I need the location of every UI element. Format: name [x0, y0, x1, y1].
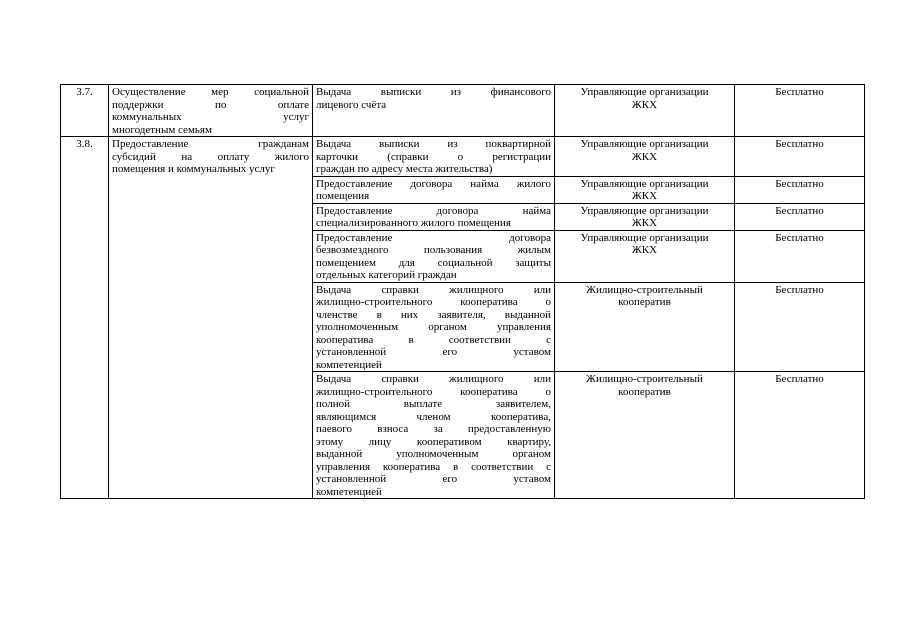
support-measure-line: поддержки по оплате	[112, 98, 309, 111]
service-line: Выдача выписки из поквартирной	[316, 138, 551, 150]
price-cell: Бесплатно	[735, 85, 865, 137]
service-line: жилищно-строительного кооператива о	[316, 296, 551, 308]
organization-line: Управляющие организации	[580, 177, 709, 190]
organization-line: ЖКХ	[631, 217, 658, 229]
service-line: Предоставление договора найма жилого	[316, 177, 551, 190]
table-row	[61, 137, 865, 177]
service-cell	[313, 203, 555, 230]
service-line: являющимся членом кооператива,	[316, 410, 551, 423]
service-cell	[313, 372, 555, 499]
service-line: Выдача справки жилищного или	[316, 373, 551, 385]
service-cell	[313, 85, 555, 137]
organization-cell	[555, 203, 735, 230]
organization-cell	[555, 372, 735, 499]
table-row	[61, 85, 865, 137]
service-line: Предоставление договора найма	[316, 204, 551, 217]
price-cell: Бесплатно	[735, 203, 865, 230]
organization-line: кооператив	[618, 296, 671, 308]
service-line: отдельных категорий граждан	[316, 269, 457, 281]
organization-cell	[555, 230, 735, 282]
price-cell: Бесплатно	[735, 230, 865, 282]
organization-line: Жилищно-строительный	[586, 373, 703, 385]
service-line: выданной уполномоченным органом	[316, 448, 551, 460]
service-line: компетенцией	[316, 358, 382, 371]
service-line: полной выплате заявителем,	[316, 398, 551, 410]
row-number: 3.7.	[61, 85, 109, 137]
services-table-body	[61, 85, 865, 499]
service-line: помещения	[316, 190, 370, 202]
service-line: компетенцией	[316, 485, 382, 498]
organization-line: Жилищно-строительный	[586, 283, 703, 296]
service-line: лицевого счёта	[316, 98, 387, 111]
organization-line: ЖКХ	[631, 244, 658, 256]
service-line: карточки (справки о регистрации	[316, 150, 551, 163]
service-line: Выдача выписки из финансового	[316, 86, 551, 98]
organization-line: Управляющие организации	[580, 138, 709, 150]
service-line: Предоставление договора	[316, 231, 551, 244]
service-line: Выдача справки жилищного или	[316, 283, 551, 296]
price-cell: Бесплатно	[735, 176, 865, 203]
price-cell: Бесплатно	[735, 282, 865, 372]
service-cell	[313, 230, 555, 282]
service-cell	[313, 282, 555, 372]
organization-cell	[555, 176, 735, 203]
services-table	[60, 84, 865, 499]
organization-line: ЖКХ	[631, 98, 658, 111]
service-cell	[313, 176, 555, 203]
organization-line: кооператив	[618, 385, 671, 398]
support-measure-cell	[109, 85, 313, 137]
organization-cell	[555, 282, 735, 372]
organization-cell	[555, 85, 735, 137]
service-line: членстве в них заявителя, выданной	[316, 308, 551, 321]
support-measure-line: многодетным семьям	[112, 123, 212, 136]
service-line: управления кооператива в соответствии с	[316, 460, 551, 473]
organization-line: Управляющие организации	[580, 86, 709, 98]
organization-line: Управляющие организации	[580, 204, 709, 217]
support-measure-line: помещения и коммунальных услуг	[112, 163, 275, 175]
organization-line: ЖКХ	[631, 150, 658, 163]
organization-line: ЖКХ	[631, 190, 658, 202]
support-measure-line: коммунальных услуг	[112, 111, 309, 123]
organization-cell	[555, 137, 735, 177]
row-number: 3.8.	[61, 137, 109, 499]
service-line: паевого взноса за предоставленную	[316, 423, 551, 435]
service-line: уполномоченным органом управления	[316, 321, 551, 333]
service-line: жилищно-строительного кооператива о	[316, 385, 551, 398]
support-measure-line: субсидий на оплату жилого	[112, 150, 309, 163]
service-cell	[313, 137, 555, 177]
support-measure-line: Осуществление мер социальной	[112, 86, 309, 98]
support-measure-cell	[109, 137, 313, 499]
service-line: установленной его уставом	[316, 346, 551, 358]
service-line: граждан по адресу места жительства)	[316, 163, 493, 175]
service-line: установленной его уставом	[316, 473, 551, 485]
service-line: специализированного жилого помещения	[316, 217, 511, 229]
price-cell: Бесплатно	[735, 372, 865, 499]
price-cell: Бесплатно	[735, 137, 865, 177]
service-line: кооператива в соответствии с	[316, 333, 551, 346]
support-measure-line: Предоставление гражданам	[112, 138, 309, 150]
service-line: безвозмездного пользования жилым	[316, 244, 551, 256]
service-line: помещением для социальной защиты	[316, 256, 551, 269]
organization-line: Управляющие организации	[580, 231, 709, 244]
service-line: этому лицу кооперативом квартиру,	[316, 435, 551, 448]
